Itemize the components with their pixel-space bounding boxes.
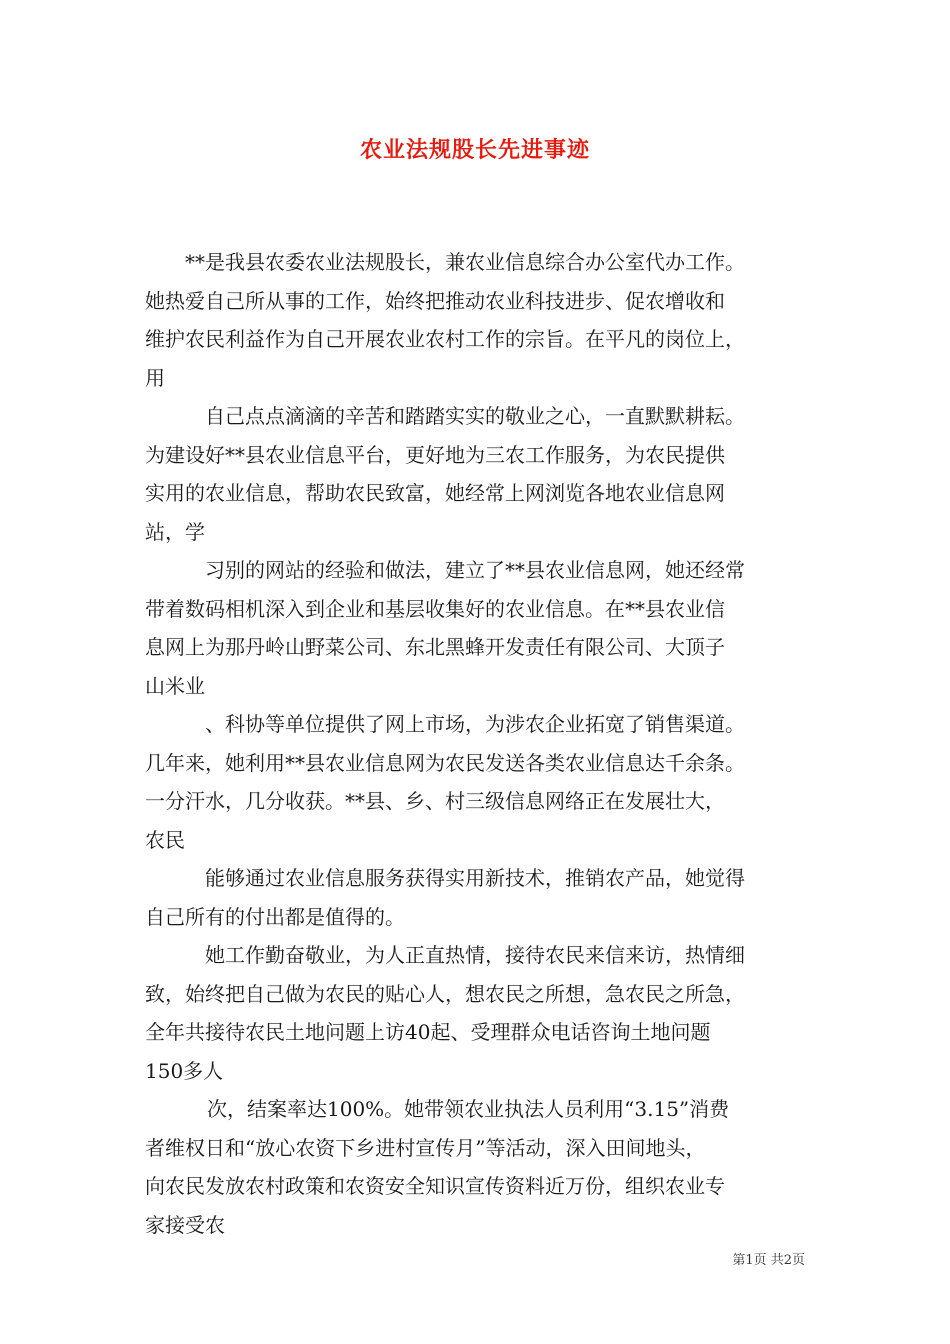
- text-line: 她热爱自己所从事的工作，始终把推动农业科技进步、促农增收和: [145, 288, 725, 313]
- page-number: 第1页 共2页: [732, 1253, 805, 1268]
- paragraph: [145, 551, 815, 705]
- text-line: 实用的农业信息，帮助农民致富，她经常上网浏览各地农业信息网: [145, 481, 725, 505]
- text-line: 全年共接待农民土地问题上访40起、受理群众电话咨询土地问题: [145, 1020, 711, 1044]
- paragraph: [145, 1090, 815, 1244]
- text-line: 能够通过农业信息服务获得实用新技术，推销农产品，她觉得: [205, 866, 745, 890]
- paragraph: [145, 859, 815, 936]
- paragraph: [145, 243, 815, 397]
- text-line: 山米业: [145, 673, 205, 698]
- text-line: **是我县农委农业法规股长，兼农业信息综合办公室代办工作。: [185, 250, 745, 274]
- text-line: 为建设好**县农业信息平台，更好地为三农工作服务，为农民提供: [145, 442, 725, 467]
- text-line: 者维权日和“放心农资下乡进村宣传月”等活动，深入田间地头，: [145, 1135, 706, 1160]
- text-line: 150多人: [145, 1058, 224, 1083]
- text-line: 致，始终把自己做为农民的贴心人，想农民之所想，急农民之所急，: [145, 981, 745, 1006]
- document-title: 农业法规股长先进事迹: [359, 137, 590, 163]
- text-line: 维护农民利益作为自己开展农业农村工作的宗旨。在平凡的岗位上，: [145, 327, 745, 351]
- text-line: 自己所有的付出都是值得的。: [145, 904, 405, 929]
- paragraph: [145, 397, 815, 551]
- document-body: [145, 243, 815, 1244]
- text-line: 习别的网站的经验和做法，建立了**县农业信息网，她还经常: [205, 558, 745, 582]
- text-line: 她工作勤奋敬业，为人正直热情，接待农民来信来访，热情细: [205, 943, 745, 967]
- text-line: 、科协等单位提供了网上市场，为涉农企业拓宽了销售渠道。: [205, 712, 745, 736]
- text-line: 农民: [145, 827, 185, 852]
- paragraph: [145, 705, 815, 859]
- paragraph: [145, 936, 815, 1090]
- text-line: 息网上为那丹岭山野菜公司、东北黑蜂开发责任有限公司、大顶子: [145, 635, 725, 659]
- text-line: 次，结案率达100%。她带领农业执法人员利用“3.15”消费: [207, 1097, 730, 1121]
- text-line: 自己点点滴滴的辛苦和踏踏实实的敬业之心，一直默默耕耘。: [205, 404, 745, 428]
- text-line: 向农民发放农村政策和农资安全知识宣传资料近万份，组织农业专: [145, 1174, 725, 1198]
- text-line: 家接受农: [145, 1212, 225, 1237]
- text-line: 一分汗水，几分收获。**县、乡、村三级信息网络正在发展壮大，: [145, 789, 725, 813]
- text-line: 用: [145, 365, 165, 390]
- text-line: 几年来，她利用**县农业信息网为农民发送各类农业信息达千余条。: [145, 750, 745, 775]
- text-line: 站，学: [145, 519, 205, 544]
- text-line: 带着数码相机深入到企业和基层收集好的农业信息。在**县农业信: [145, 596, 725, 621]
